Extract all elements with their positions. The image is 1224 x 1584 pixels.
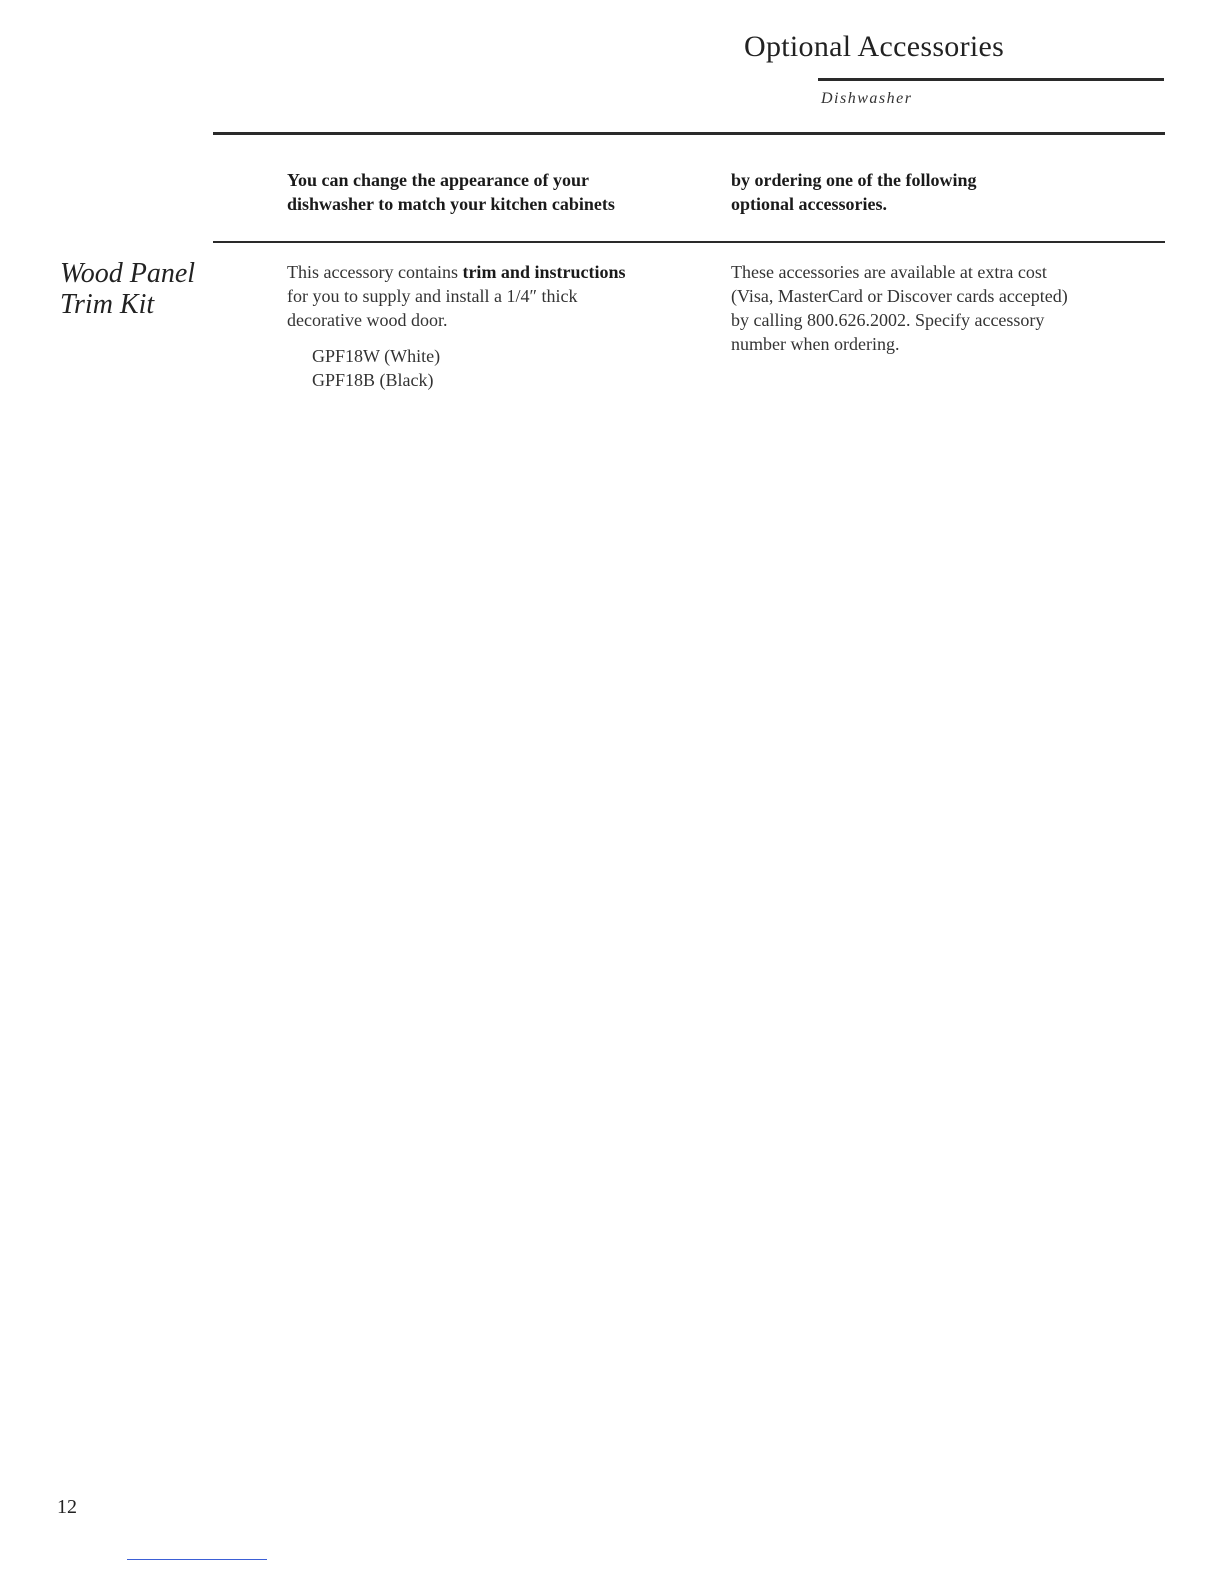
model-item: GPF18W (White) [312, 346, 441, 366]
intro-left-line: dishwasher to match your kitchen cabinets [287, 194, 615, 214]
intro-left-line: You can change the appearance of your [287, 170, 589, 190]
page-number: 12 [57, 1496, 77, 1518]
intro-right-line: optional accessories. [731, 194, 887, 214]
page-title: Optional Accessories [744, 30, 1005, 63]
title-underline-divider [818, 78, 1164, 81]
header-divider [213, 132, 1165, 135]
footer-link-underline[interactable] [127, 1559, 267, 1560]
description-bold-text: trim and instructions [462, 262, 626, 282]
ordering-line: (Visa, MasterCard or Discover cards accepted) [731, 286, 1068, 306]
description-line: decorative wood door. [287, 310, 448, 330]
ordering-line: by calling 800.626.2002. Specify accessory [731, 310, 1045, 330]
page-subtitle: Dishwasher [821, 90, 913, 107]
description-line: for you to supply and install a 1/4″ thick [287, 286, 578, 306]
ordering-info [731, 260, 1151, 356]
section-heading-line: Wood Panel [60, 258, 196, 289]
section-heading [60, 258, 195, 320]
model-list [312, 344, 440, 392]
description-text: This accessory contains [287, 262, 463, 282]
description-line [287, 260, 707, 284]
accessory-description [287, 260, 707, 332]
ordering-line: number when ordering. [731, 334, 900, 354]
section-divider [213, 241, 1165, 243]
section-heading-line: Trim Kit [60, 289, 155, 320]
intro-left-column [287, 168, 707, 216]
intro-right-column [731, 168, 1151, 216]
ordering-line: These accessories are available at extra cost [731, 262, 1047, 282]
model-item: GPF18B (Black) [312, 370, 434, 390]
intro-right-line: by ordering one of the following [731, 170, 977, 190]
